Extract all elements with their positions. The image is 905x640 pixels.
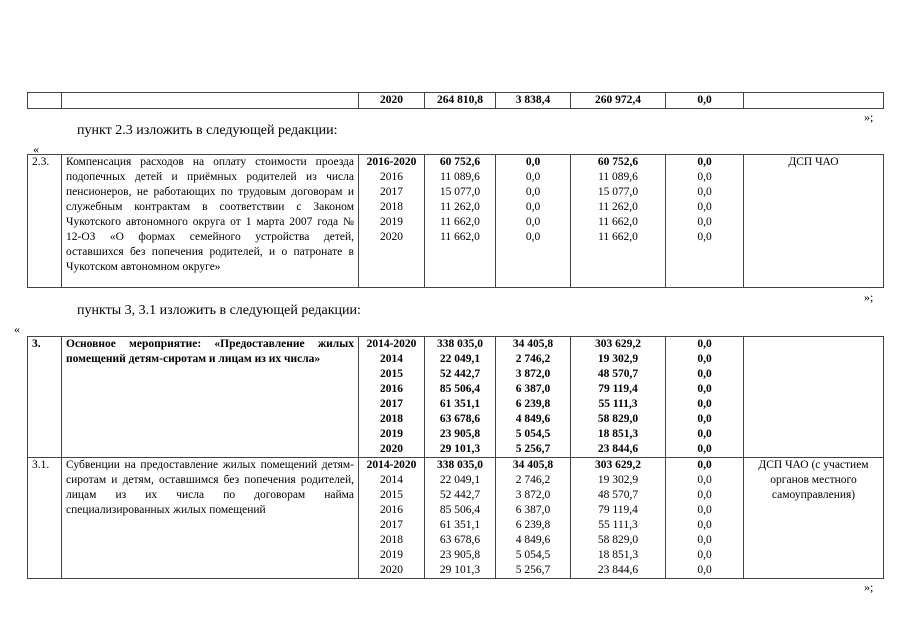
fed-col — [496, 337, 571, 458]
total-cell: 61 351,1 — [439, 398, 481, 410]
total-col — [425, 337, 496, 458]
row-num — [28, 93, 62, 109]
loc-cell: 0,0 — [697, 519, 712, 531]
reg-cell: 11 262,0 — [598, 201, 638, 213]
loc-cell: 0,0 — [697, 489, 712, 501]
fed-cell: 3 838,4 — [496, 93, 571, 109]
year-cell: 2016 — [380, 171, 403, 183]
total-cell: 29 101,3 — [439, 443, 481, 455]
total-cell: 85 506,4 — [439, 383, 481, 395]
total-cell: 63 678,6 — [439, 534, 481, 546]
year-cell: 2017 — [380, 186, 403, 198]
year-cell: 2019 — [380, 549, 403, 561]
reg-cell: 48 570,7 — [597, 489, 639, 501]
loc-cell: 0,0 — [697, 459, 712, 471]
year-cell: 2018 — [380, 413, 403, 425]
year-cell: 2015 — [380, 489, 403, 501]
year-cell: 2020 — [380, 443, 403, 455]
row-num: 2.3. — [28, 155, 62, 288]
total-cell: 22 049,1 — [439, 353, 481, 365]
year-cell: 2014 — [380, 474, 403, 486]
year-cell: 2017 — [380, 398, 403, 410]
year-cell: 2018 — [380, 534, 403, 546]
year-cell: 2020 — [359, 93, 425, 109]
exec-cell: ДСП ЧАО (с участием органов местного самоуправления) — [744, 458, 884, 579]
years-col — [359, 458, 425, 579]
fed-cell: 2 746,2 — [515, 474, 551, 486]
table-3 — [27, 336, 884, 579]
loc-cell: 0,0 — [697, 186, 712, 198]
loc-cell: 0,0 — [697, 443, 712, 455]
fed-cell: 6 239,8 — [515, 398, 551, 410]
total-cell: 60 752,6 — [439, 156, 481, 168]
loc-cell: 0,0 — [697, 353, 712, 365]
loc-cell: 0,0 — [697, 474, 712, 486]
year-cell: 2020 — [380, 564, 403, 576]
total-cell: 23 905,8 — [439, 428, 481, 440]
reg-cell: 55 111,3 — [598, 398, 638, 410]
reg-cell: 48 570,7 — [597, 368, 639, 380]
year-cell: 2016 — [380, 383, 403, 395]
reg-cell: 23 844,6 — [597, 443, 639, 455]
reg-cell: 19 302,9 — [597, 353, 639, 365]
reg-cell: 18 851,3 — [597, 428, 639, 440]
total-cell: 338 035,0 — [437, 338, 483, 350]
loc-cell: 0,0 — [697, 231, 712, 243]
loc-cell: 0,0 — [697, 383, 712, 395]
year-cell: 2019 — [380, 428, 403, 440]
fed-cell: 34 405,8 — [512, 459, 554, 471]
fed-cell: 5 256,7 — [515, 564, 551, 576]
loc-cell: 0,0 — [697, 504, 712, 516]
year-cell: 2016 — [380, 504, 403, 516]
total-cell: 338 035,0 — [437, 459, 483, 471]
fed-cell: 6 387,0 — [515, 504, 551, 516]
loc-cell: 0,0 — [697, 413, 712, 425]
row-num: 3.1. — [28, 458, 62, 579]
row-num: 3. — [28, 337, 62, 458]
year-cell: 2020 — [380, 231, 403, 243]
reg-cell: 15 077,0 — [597, 186, 639, 198]
closing-quote: »; — [864, 290, 874, 304]
row-desc: Основное мероприятие: «Предоставление жилых помещений детям-сиротам и лицам из их числа» — [62, 337, 359, 458]
loc-col — [666, 155, 744, 288]
years-col — [359, 155, 425, 288]
section-heading: пункт 2.3 изложить в следующей редакции: — [77, 123, 338, 138]
total-col — [425, 155, 496, 288]
loc-cell: 0,0 — [666, 93, 744, 109]
exec-cell — [744, 93, 884, 109]
loc-cell: 0,0 — [697, 534, 712, 546]
section-heading: пункты 3, 3.1 изложить в следующей редакции: — [77, 303, 361, 318]
table-2-3 — [27, 154, 884, 288]
total-cell: 15 077,0 — [439, 186, 481, 198]
total-cell: 85 506,4 — [439, 504, 481, 516]
reg-cell: 23 844,6 — [597, 564, 639, 576]
reg-col — [571, 155, 666, 288]
total-cell: 52 442,7 — [439, 368, 481, 380]
loc-cell: 0,0 — [697, 564, 712, 576]
top-row-table — [27, 92, 884, 109]
fed-cell: 2 746,2 — [515, 353, 551, 365]
loc-col — [666, 458, 744, 579]
year-cell: 2014-2020 — [366, 459, 417, 471]
fed-cell: 6 387,0 — [515, 383, 551, 395]
total-cell: 264 810,8 — [425, 93, 496, 109]
table-row — [28, 337, 884, 458]
opening-quote: « — [33, 142, 39, 156]
row-desc — [62, 93, 359, 109]
loc-cell: 0,0 — [697, 428, 712, 440]
opening-quote: « — [14, 322, 20, 336]
year-cell: 2019 — [380, 216, 403, 228]
fed-cell: 4 849,6 — [515, 534, 551, 546]
reg-cell: 11 662,0 — [598, 231, 638, 243]
year-cell: 2017 — [380, 519, 403, 531]
reg-cell: 79 119,4 — [598, 383, 638, 395]
reg-cell: 11 089,6 — [598, 171, 638, 183]
closing-quote: »; — [864, 580, 874, 594]
reg-cell: 260 972,4 — [571, 93, 666, 109]
fed-col — [496, 155, 571, 288]
fed-cell: 34 405,8 — [512, 338, 554, 350]
reg-cell: 19 302,9 — [597, 474, 639, 486]
total-cell: 52 442,7 — [439, 489, 481, 501]
fed-col — [496, 458, 571, 579]
reg-cell: 58 829,0 — [597, 534, 639, 546]
fed-cell: 3 872,0 — [515, 489, 551, 501]
loc-cell: 0,0 — [697, 368, 712, 380]
reg-cell: 18 851,3 — [597, 549, 639, 561]
fed-cell: 0,0 — [525, 201, 541, 213]
year-cell: 2014-2020 — [366, 338, 417, 350]
year-cell: 2015 — [380, 368, 403, 380]
year-cell: 2016-2020 — [366, 156, 417, 168]
table-row — [28, 93, 884, 109]
total-cell: 11 662,0 — [440, 231, 480, 243]
total-cell: 11 262,0 — [440, 201, 480, 213]
exec-cell — [744, 337, 884, 458]
loc-cell: 0,0 — [697, 156, 712, 168]
reg-col — [571, 458, 666, 579]
reg-cell: 303 629,2 — [595, 338, 641, 350]
year-cell: 2018 — [380, 201, 403, 213]
fed-cell: 4 849,6 — [515, 413, 551, 425]
reg-cell: 58 829,0 — [597, 413, 639, 425]
reg-col — [571, 337, 666, 458]
reg-cell: 79 119,4 — [598, 504, 638, 516]
fed-cell: 0,0 — [525, 186, 541, 198]
fed-cell: 3 872,0 — [515, 368, 551, 380]
loc-cell: 0,0 — [697, 201, 712, 213]
total-cell: 61 351,1 — [439, 519, 481, 531]
fed-cell: 5 054,5 — [515, 428, 551, 440]
exec-cell: ДСП ЧАО — [744, 155, 884, 288]
total-cell: 11 662,0 — [440, 216, 480, 228]
row-desc: Субвенции на предоставление жилых помещений детям-сиротам и детям, оставшимся без попечения родителей, лицам из их числа по договорам найма специализированных жилых помещений — [62, 458, 359, 579]
loc-cell: 0,0 — [697, 398, 712, 410]
reg-cell: 60 752,6 — [597, 156, 639, 168]
years-col — [359, 337, 425, 458]
loc-cell: 0,0 — [697, 216, 712, 228]
fed-cell: 0,0 — [525, 171, 541, 183]
table-row — [28, 155, 884, 288]
total-cell: 23 905,8 — [439, 549, 481, 561]
reg-cell: 11 662,0 — [598, 216, 638, 228]
loc-cell: 0,0 — [697, 171, 712, 183]
year-cell: 2014 — [380, 353, 403, 365]
total-col — [425, 458, 496, 579]
total-cell: 29 101,3 — [439, 564, 481, 576]
loc-col — [666, 337, 744, 458]
table-row — [28, 458, 884, 579]
fed-cell: 6 239,8 — [515, 519, 551, 531]
loc-cell: 0,0 — [697, 338, 712, 350]
fed-cell: 5 256,7 — [515, 443, 551, 455]
row-desc: Компенсация расходов на оплату стоимости проезда подопечных детей и приёмных родителей из числа пенсионеров, не работающих по трудовым договорам и служебным контрактам в соответствии с Законом Чукотского автономного округа от 1 марта 2007 года № 12-ОЗ «О формах семейного устройства детей, оставшихся без попечения родителей, и о патронате в Чукотском автономном округе» — [62, 155, 359, 288]
total-cell: 22 049,1 — [439, 474, 481, 486]
fed-cell: 5 054,5 — [515, 549, 551, 561]
fed-cell: 0,0 — [525, 156, 541, 168]
reg-cell: 303 629,2 — [595, 459, 641, 471]
total-cell: 11 089,6 — [440, 171, 480, 183]
total-cell: 63 678,6 — [439, 413, 481, 425]
fed-cell: 0,0 — [525, 231, 541, 243]
loc-cell: 0,0 — [697, 549, 712, 561]
fed-cell: 0,0 — [525, 216, 541, 228]
closing-quote: »; — [864, 110, 874, 124]
reg-cell: 55 111,3 — [598, 519, 638, 531]
